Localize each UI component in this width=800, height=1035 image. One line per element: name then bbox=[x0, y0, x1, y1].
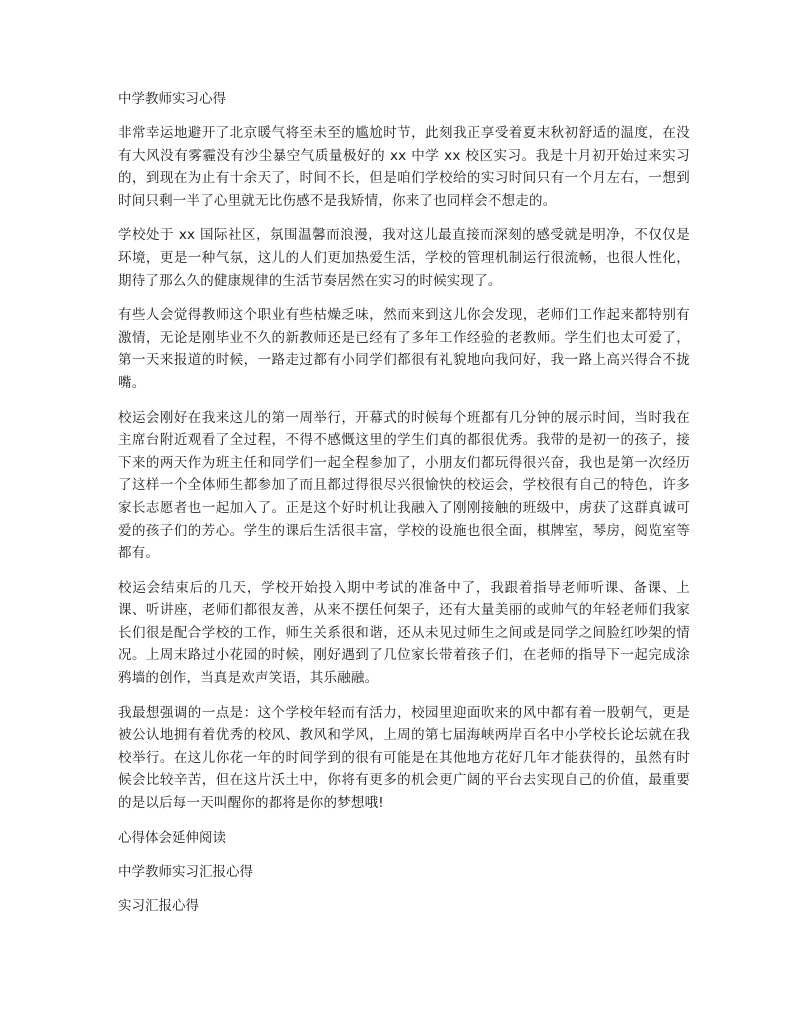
document-title: 中学教师实习心得 bbox=[118, 91, 226, 107]
related-article-link[interactable]: 中学教师实习汇报心得 bbox=[118, 863, 253, 880]
paragraph-4: 校运会刚好在我来这儿的第一周举行，开幕式的时候每个班都有几分钟的展示时间，当时我在主席台附近观看了全过程，不得不感慨这里的学生们真的都很优秀。我带的是初一的孩子，接下来的两天作为班主任和同学们一起全程参加了，小朋友们都玩得很兴奋，我也是第一次经历了这样一个全体师生都参加了而且都过得很尽兴很愉快的校运会，学校很有自己的特色，许多家长志愿者也一起加入了。正是这个好时机让我融入了刚刚接触的班级中，虏获了这群真诚可爱的孩子们的芳心。学生的课后生活很丰富，学校的设施也很全面，棋牌室，琴房，阅览室等都有。 bbox=[118, 409, 690, 562]
related-article-link[interactable]: 实习汇报心得 bbox=[118, 897, 199, 914]
paragraph-6: 我最想强调的一点是：这个学校年轻而有活力，校园里迎面吹来的风中都有着一股朝气，更是被公认地拥有着优秀的校风、教风和学风，上周的第七届海峡两岸百名中小学校长论坛就在我校举行。在这儿你花一年的时间学到的很有可能是在其他地方花好几年才能获得的，虽然有时候会比较辛苦，但在这片沃土中，你将有更多的机会更广阔的平台去实现自己的价值，最重要的是以后每一天叫醒你的都将是你的梦想哦! bbox=[118, 704, 690, 812]
paragraph-5: 校运会结束后的几天，学校开始投入期中考试的准备中了，我跟着指导老师听课、备课、上课、听讲座，老师们都很友善，从来不摆任何架子，还有大量美丽的或帅气的年轻老师们我家长们很是配合学校的工作，师生关系很和谐，还从未见过师生之间或是同学之间脸红吵架的情况。上周末路过小花园的时候，刚好遇到了几位家长带着孩子们，在老师的指导下一起完成涂鸦墙的创作，当真是欢声笑语，其乐融融。 bbox=[118, 579, 690, 687]
extended-reading-heading: 心得体会延伸阅读 bbox=[118, 829, 226, 846]
paragraph-2: 学校处于 xx 国际社区，氛围温馨而浪漫，我对这儿最直接而深刻的感受就是明净，不仅仅是环境，更是一种气氛，这儿的人们更加热爱生活，学校的管理机制运行很流畅，也很人性化，期待了那么久的健康规律的生活节奏居然在实习的时候实现了。 bbox=[118, 227, 690, 289]
paragraph-1: 非常幸运地避开了北京暖气将至未至的尴尬时节，此刻我正享受着夏末秋初舒适的温度，在没有大风没有雾霾没有沙尘暴空气质量极好的 xx 中学 xx 校区实习。我是十月初开始过来实习的，到现在为止有十余天了，时间不长，但是咱们学校给的实习时间只有一个月左右，一想到时间只剩一半了心里就无比伤感不是我矫情，你来了也同样会不想走的。 bbox=[118, 125, 690, 209]
document-page bbox=[118, 88, 690, 929]
paragraph-3: 有些人会觉得教师这个职业有些枯燥乏味，然而来到这儿你会发现，老师们工作起来都特别有激情，无论是刚毕业不久的新教师还是已经有了多年工作经验的老教师。学生们也太可爱了，第一天来报道的时候，一路走过都有小同学们都很有礼貌地向我问好，我一路上高兴得合不拢嘴。 bbox=[118, 307, 690, 391]
